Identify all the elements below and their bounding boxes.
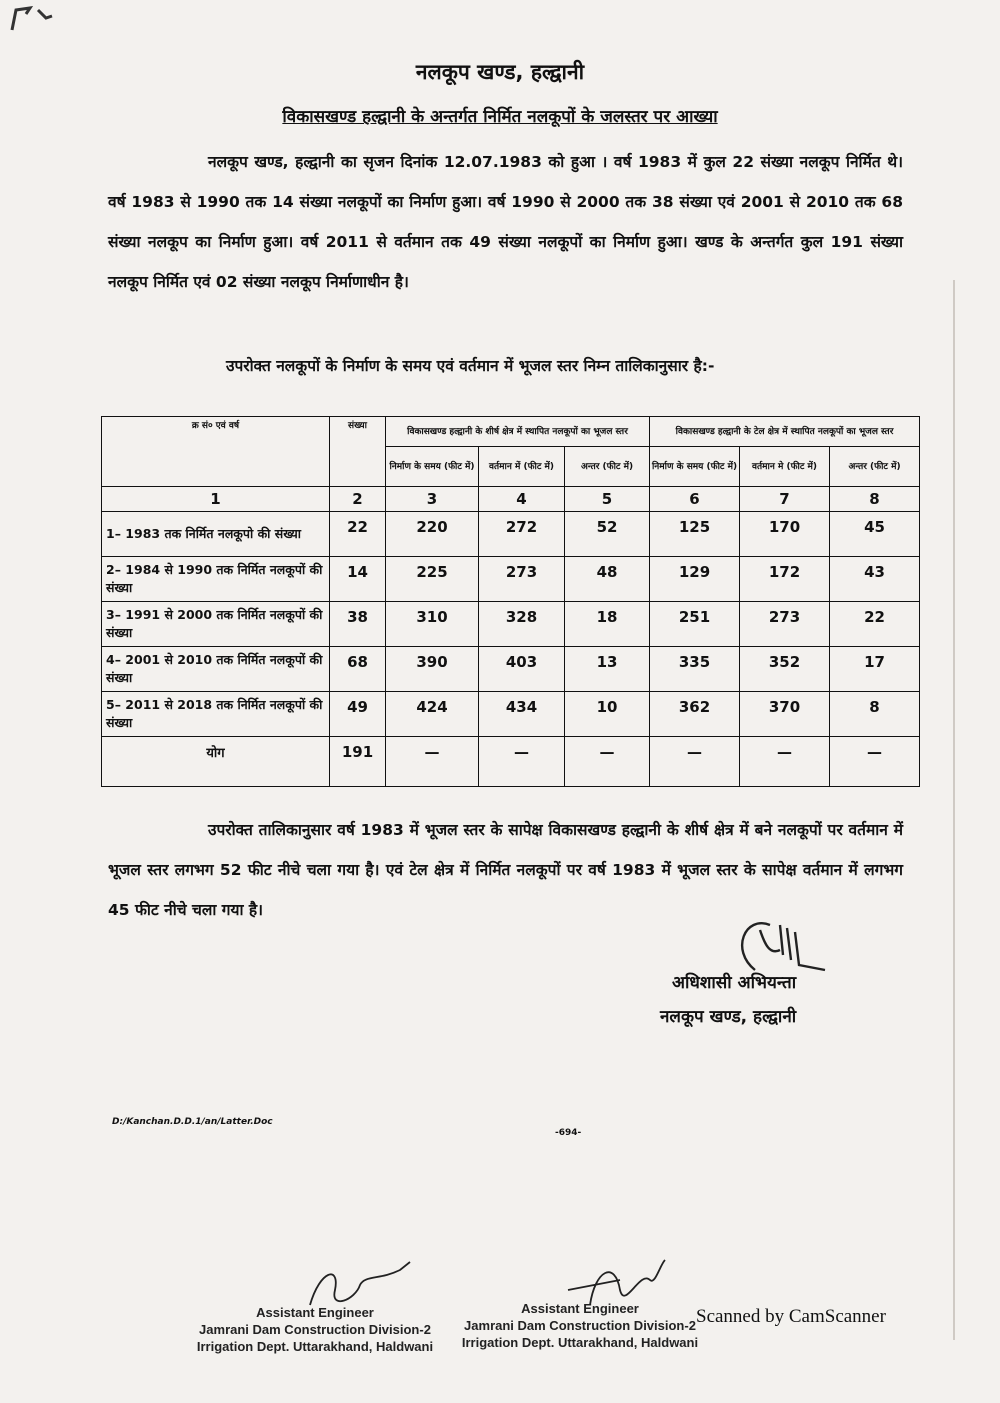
cell-head-construction: 225 xyxy=(386,557,479,602)
column-number: 6 xyxy=(650,487,740,512)
cell-head-construction: 424 xyxy=(386,692,479,737)
row-count: 68 xyxy=(330,647,386,692)
row-label: 2– 1984 से 1990 तक निर्मित नलकूपों की संख्या xyxy=(102,557,330,602)
table-intro-text: उपरोक्त नलकूपों के निर्माण के समय एवं वर्तमान में भूजल स्तर निम्न तालिकानुसार है:- xyxy=(226,357,715,375)
cell-tail-difference: 17 xyxy=(830,647,920,692)
cell-head-difference: 18 xyxy=(565,602,650,647)
row-count: 22 xyxy=(330,512,386,557)
cell-head-current: 434 xyxy=(479,692,565,737)
cell-head-current: 328 xyxy=(479,602,565,647)
column-number: 3 xyxy=(386,487,479,512)
cell-tail-construction: 251 xyxy=(650,602,740,647)
subheader-difference: अन्तर (फीट में) xyxy=(565,447,650,487)
header-head-region: विकासखण्ड हल्द्वानी के शीर्ष क्षेत्र में स्थापित नलकूपों का भूजल स्तर xyxy=(386,417,650,447)
table-row xyxy=(102,512,920,557)
row-count: 49 xyxy=(330,692,386,737)
header-serial-year: क्र सं० एवं वर्ष xyxy=(102,417,330,487)
cell-head-current: 272 xyxy=(479,512,565,557)
cell-tail-difference: 43 xyxy=(830,557,920,602)
cell-head-difference: 52 xyxy=(565,512,650,557)
signatory-designation: अधिशासी अभियन्ता xyxy=(672,973,797,993)
signatory-office: नलकूप खण्ड, हल्द्वानी xyxy=(660,1007,797,1027)
row-label: 3– 1991 से 2000 तक निर्मित नलकूपों की संख्या xyxy=(102,602,330,647)
total-dash: — xyxy=(740,737,830,787)
cell-tail-current: 370 xyxy=(740,692,830,737)
cell-tail-difference: 8 xyxy=(830,692,920,737)
cell-head-difference: 10 xyxy=(565,692,650,737)
subheader-current-tail: वर्तमान मे (फीट में) xyxy=(740,447,830,487)
row-label: 4– 2001 से 2010 तक निर्मित नलकूपों की संख्या xyxy=(102,647,330,692)
total-dash: — xyxy=(386,737,479,787)
cell-tail-current: 170 xyxy=(740,512,830,557)
stamp-right xyxy=(455,1300,705,1351)
cell-tail-construction: 362 xyxy=(650,692,740,737)
corner-scan-mark xyxy=(8,4,68,34)
stamp-title: Assistant Engineer xyxy=(256,1305,374,1320)
total-dash: — xyxy=(830,737,920,787)
cell-head-construction: 390 xyxy=(386,647,479,692)
conclusion-paragraph: उपरोक्त तालिकानुसार वर्ष 1983 में भूजल स्तर के सापेक्ष विकासखण्ड हल्द्वानी के शीर्ष क्षेत्र में बने नलकूपों पर वर्तमान में भूजल स्तर लगभग 52 फीट नीचे चला गया है। एवं टेल क्षेत्र में निर्मित नलकूपों पर वर्ष 1983 में भूजल स्तर के सापेक्ष वर्तमान में लगभग 45 फीट नीचे चला गया है। xyxy=(108,821,903,919)
subheader-current: वर्तमान में (फीट में) xyxy=(479,447,565,487)
cell-tail-current: 352 xyxy=(740,647,830,692)
page-mark: -694- xyxy=(555,1128,582,1138)
total-dash: — xyxy=(650,737,740,787)
cell-tail-current: 273 xyxy=(740,602,830,647)
stamp-division: Jamrani Dam Construction Division-2 xyxy=(199,1322,431,1337)
office-title: नलकूप खण्ड, हल्द्वानी xyxy=(415,60,585,84)
cell-head-construction: 220 xyxy=(386,512,479,557)
row-count: 14 xyxy=(330,557,386,602)
stamp-department: Irrigation Dept. Uttarakhand, Haldwani xyxy=(461,1335,699,1350)
total-count: 191 xyxy=(330,737,386,787)
cell-tail-difference: 45 xyxy=(830,512,920,557)
table-row xyxy=(102,557,920,602)
row-count: 38 xyxy=(330,602,386,647)
file-path-note: D:/Kanchan.D.D.1/an/Latter.Doc xyxy=(112,1117,273,1127)
cell-tail-construction: 129 xyxy=(650,557,740,602)
column-number: 2 xyxy=(330,487,386,512)
table-row xyxy=(102,602,920,647)
column-number: 4 xyxy=(479,487,565,512)
signatory-block xyxy=(660,966,796,1034)
total-dash: — xyxy=(479,737,565,787)
cell-head-difference: 48 xyxy=(565,557,650,602)
subheader-construction-time: निर्माण के समय (फीट में) xyxy=(386,447,479,487)
row-label: 5– 2011 से 2018 तक निर्मित नलकूपों की संख्या xyxy=(102,692,330,737)
cell-tail-current: 172 xyxy=(740,557,830,602)
water-level-table xyxy=(101,416,920,787)
stamp-department: Irrigation Dept. Uttarakhand, Haldwani xyxy=(196,1339,434,1354)
cell-head-current: 273 xyxy=(479,557,565,602)
subheader-construction-time-tail: निर्माण के समय (फीट में) xyxy=(650,447,740,487)
camscanner-watermark: Scanned by CamScanner xyxy=(696,1306,886,1327)
intro-paragraph: नलकूप खण्ड, हल्द्वानी का सृजन दिनांक 12.07.1983 को हुआ । वर्ष 1983 में कुल 22 संख्या नलकूप निर्मित थे। वर्ष 1983 से 1990 तक 14 संख्या नलकूपों का निर्माण हुआ। वर्ष 1990 से 2000 तक 38 संख्या एवं 2001 से 2010 तक 68 संख्या नलकूप का निर्माण हुआ। वर्ष 2011 से वर्तमान तक 49 संख्या नलकूपों का निर्माण हुआ। खण्ड के अन्तर्गत कुल 191 संख्या नलकूप निर्मित एवं 02 संख्या नलकूप निर्माणाधीन है। xyxy=(108,153,903,291)
subheader-difference-tail: अन्तर (फीट में) xyxy=(830,447,920,487)
table-row xyxy=(102,647,920,692)
total-label: योग xyxy=(102,737,330,787)
stamp-division: Jamrani Dam Construction Division-2 xyxy=(464,1318,696,1333)
column-number-row xyxy=(102,487,920,512)
column-number: 7 xyxy=(740,487,830,512)
scan-edge-line xyxy=(953,280,955,1340)
cell-tail-construction: 335 xyxy=(650,647,740,692)
total-dash: — xyxy=(565,737,650,787)
total-row xyxy=(102,737,920,787)
column-number: 5 xyxy=(565,487,650,512)
cell-head-construction: 310 xyxy=(386,602,479,647)
report-subtitle: विकासखण्ड हल्द्वानी के अन्तर्गत निर्मित नलकूपों के जलस्तर पर आख्या xyxy=(282,107,718,127)
header-count: संख्या xyxy=(330,417,386,487)
column-number: 1 xyxy=(102,487,330,512)
cell-tail-difference: 22 xyxy=(830,602,920,647)
row-label: 1– 1983 तक निर्मित नलकूपो की संख्या xyxy=(102,512,330,557)
table-row xyxy=(102,692,920,737)
cell-head-difference: 13 xyxy=(565,647,650,692)
header-tail-region: विकासखण्ड हल्द्वानी के टेल क्षेत्र में स्थापित नलकूपों का भूजल स्तर xyxy=(650,417,920,447)
stamp-left xyxy=(190,1304,440,1355)
stamp-title: Assistant Engineer xyxy=(521,1301,639,1316)
cell-head-current: 403 xyxy=(479,647,565,692)
cell-tail-construction: 125 xyxy=(650,512,740,557)
column-number: 8 xyxy=(830,487,920,512)
